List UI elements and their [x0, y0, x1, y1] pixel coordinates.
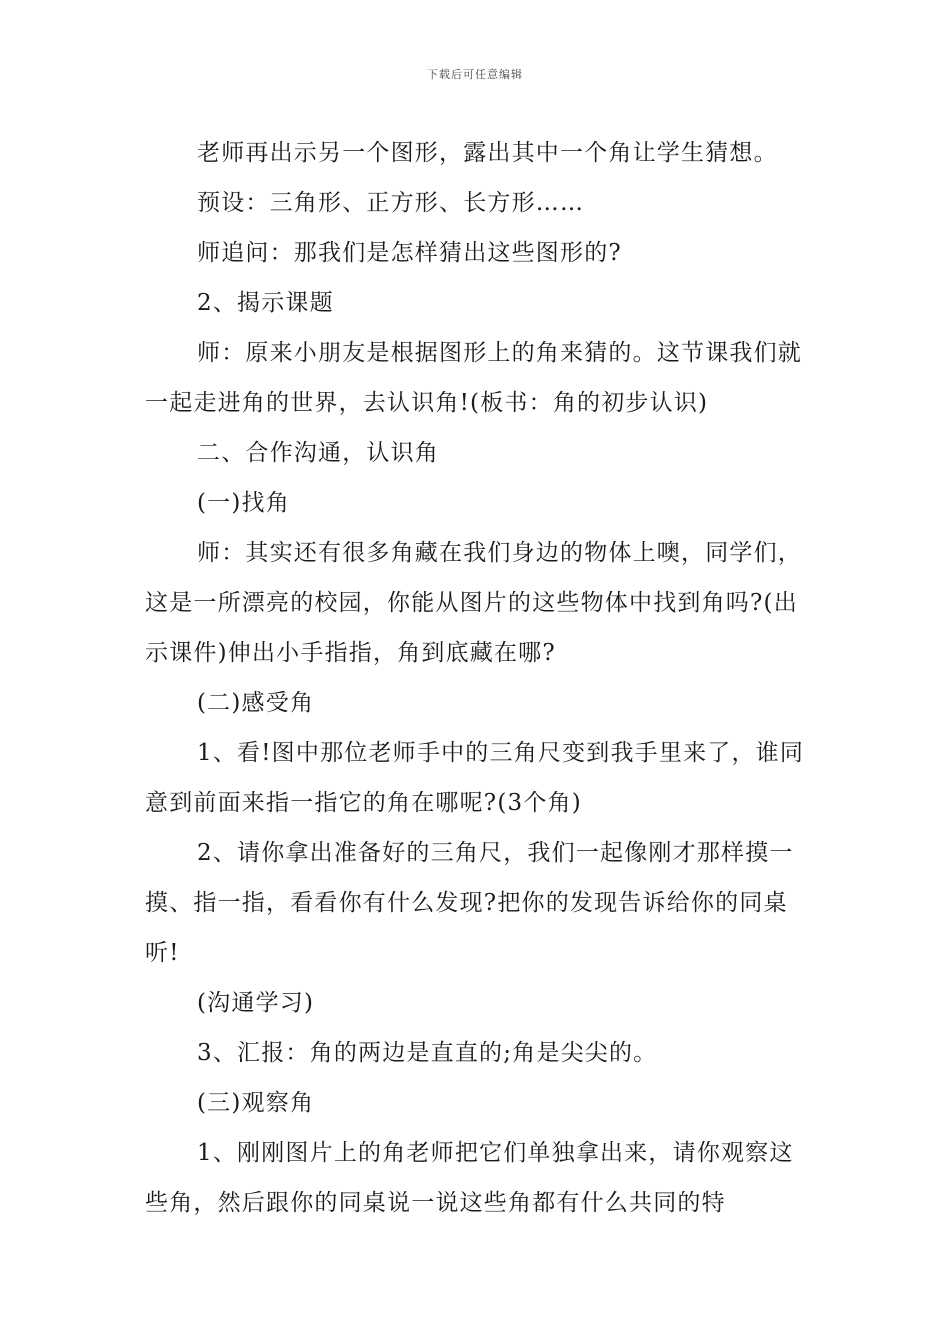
- section-heading: 2、揭示课题: [197, 290, 334, 316]
- subsection-heading: (三)观察角: [197, 1090, 315, 1116]
- paragraph: 老师再出示另一个图形，露出其中一个角让学生猜想。: [197, 140, 778, 166]
- paragraph: 预设：三角形、正方形、长方形……: [197, 190, 585, 216]
- subsection-heading: (一)找角: [197, 490, 290, 516]
- paragraph: 师：其实还有很多角藏在我们身边的物体上噢，同学们，这是一所漂亮的校园，你能从图片的这些物体中找到角吗?(出示课件)伸出小手指指，角到底藏在哪?: [145, 540, 802, 666]
- document-body: [145, 128, 810, 1228]
- paragraph: 师追问：那我们是怎样猜出这些图形的?: [197, 240, 622, 266]
- header-note: 下载后可任意编辑: [427, 68, 523, 81]
- paragraph: (沟通学习): [197, 990, 315, 1016]
- paragraph: 1、看!图中那位老师手中的三角尺变到我手里来了，谁同意到前面来指一指它的角在哪呢?(3个角): [145, 740, 805, 816]
- section-heading: 二、合作沟通，认识角: [197, 440, 439, 466]
- paragraph: 师：原来小朋友是根据图形上的角来猜的。这节课我们就一起走进角的世界，去认识角!(板书：角的初步认识): [145, 340, 802, 416]
- subsection-heading: (二)感受角: [197, 690, 315, 716]
- paragraph: 1、刚刚图片上的角老师把它们单独拿出来，请你观察这些角，然后跟你的同桌说一说这些角都有什么共同的特: [145, 1140, 794, 1216]
- paragraph: 3、汇报：角的两边是直直的;角是尖尖的。: [197, 1040, 658, 1066]
- paragraph: 2、请你拿出准备好的三角尺，我们一起像刚才那样摸一摸、指一指，看看你有什么发现?把你的发现告诉给你的同桌听!: [145, 840, 794, 966]
